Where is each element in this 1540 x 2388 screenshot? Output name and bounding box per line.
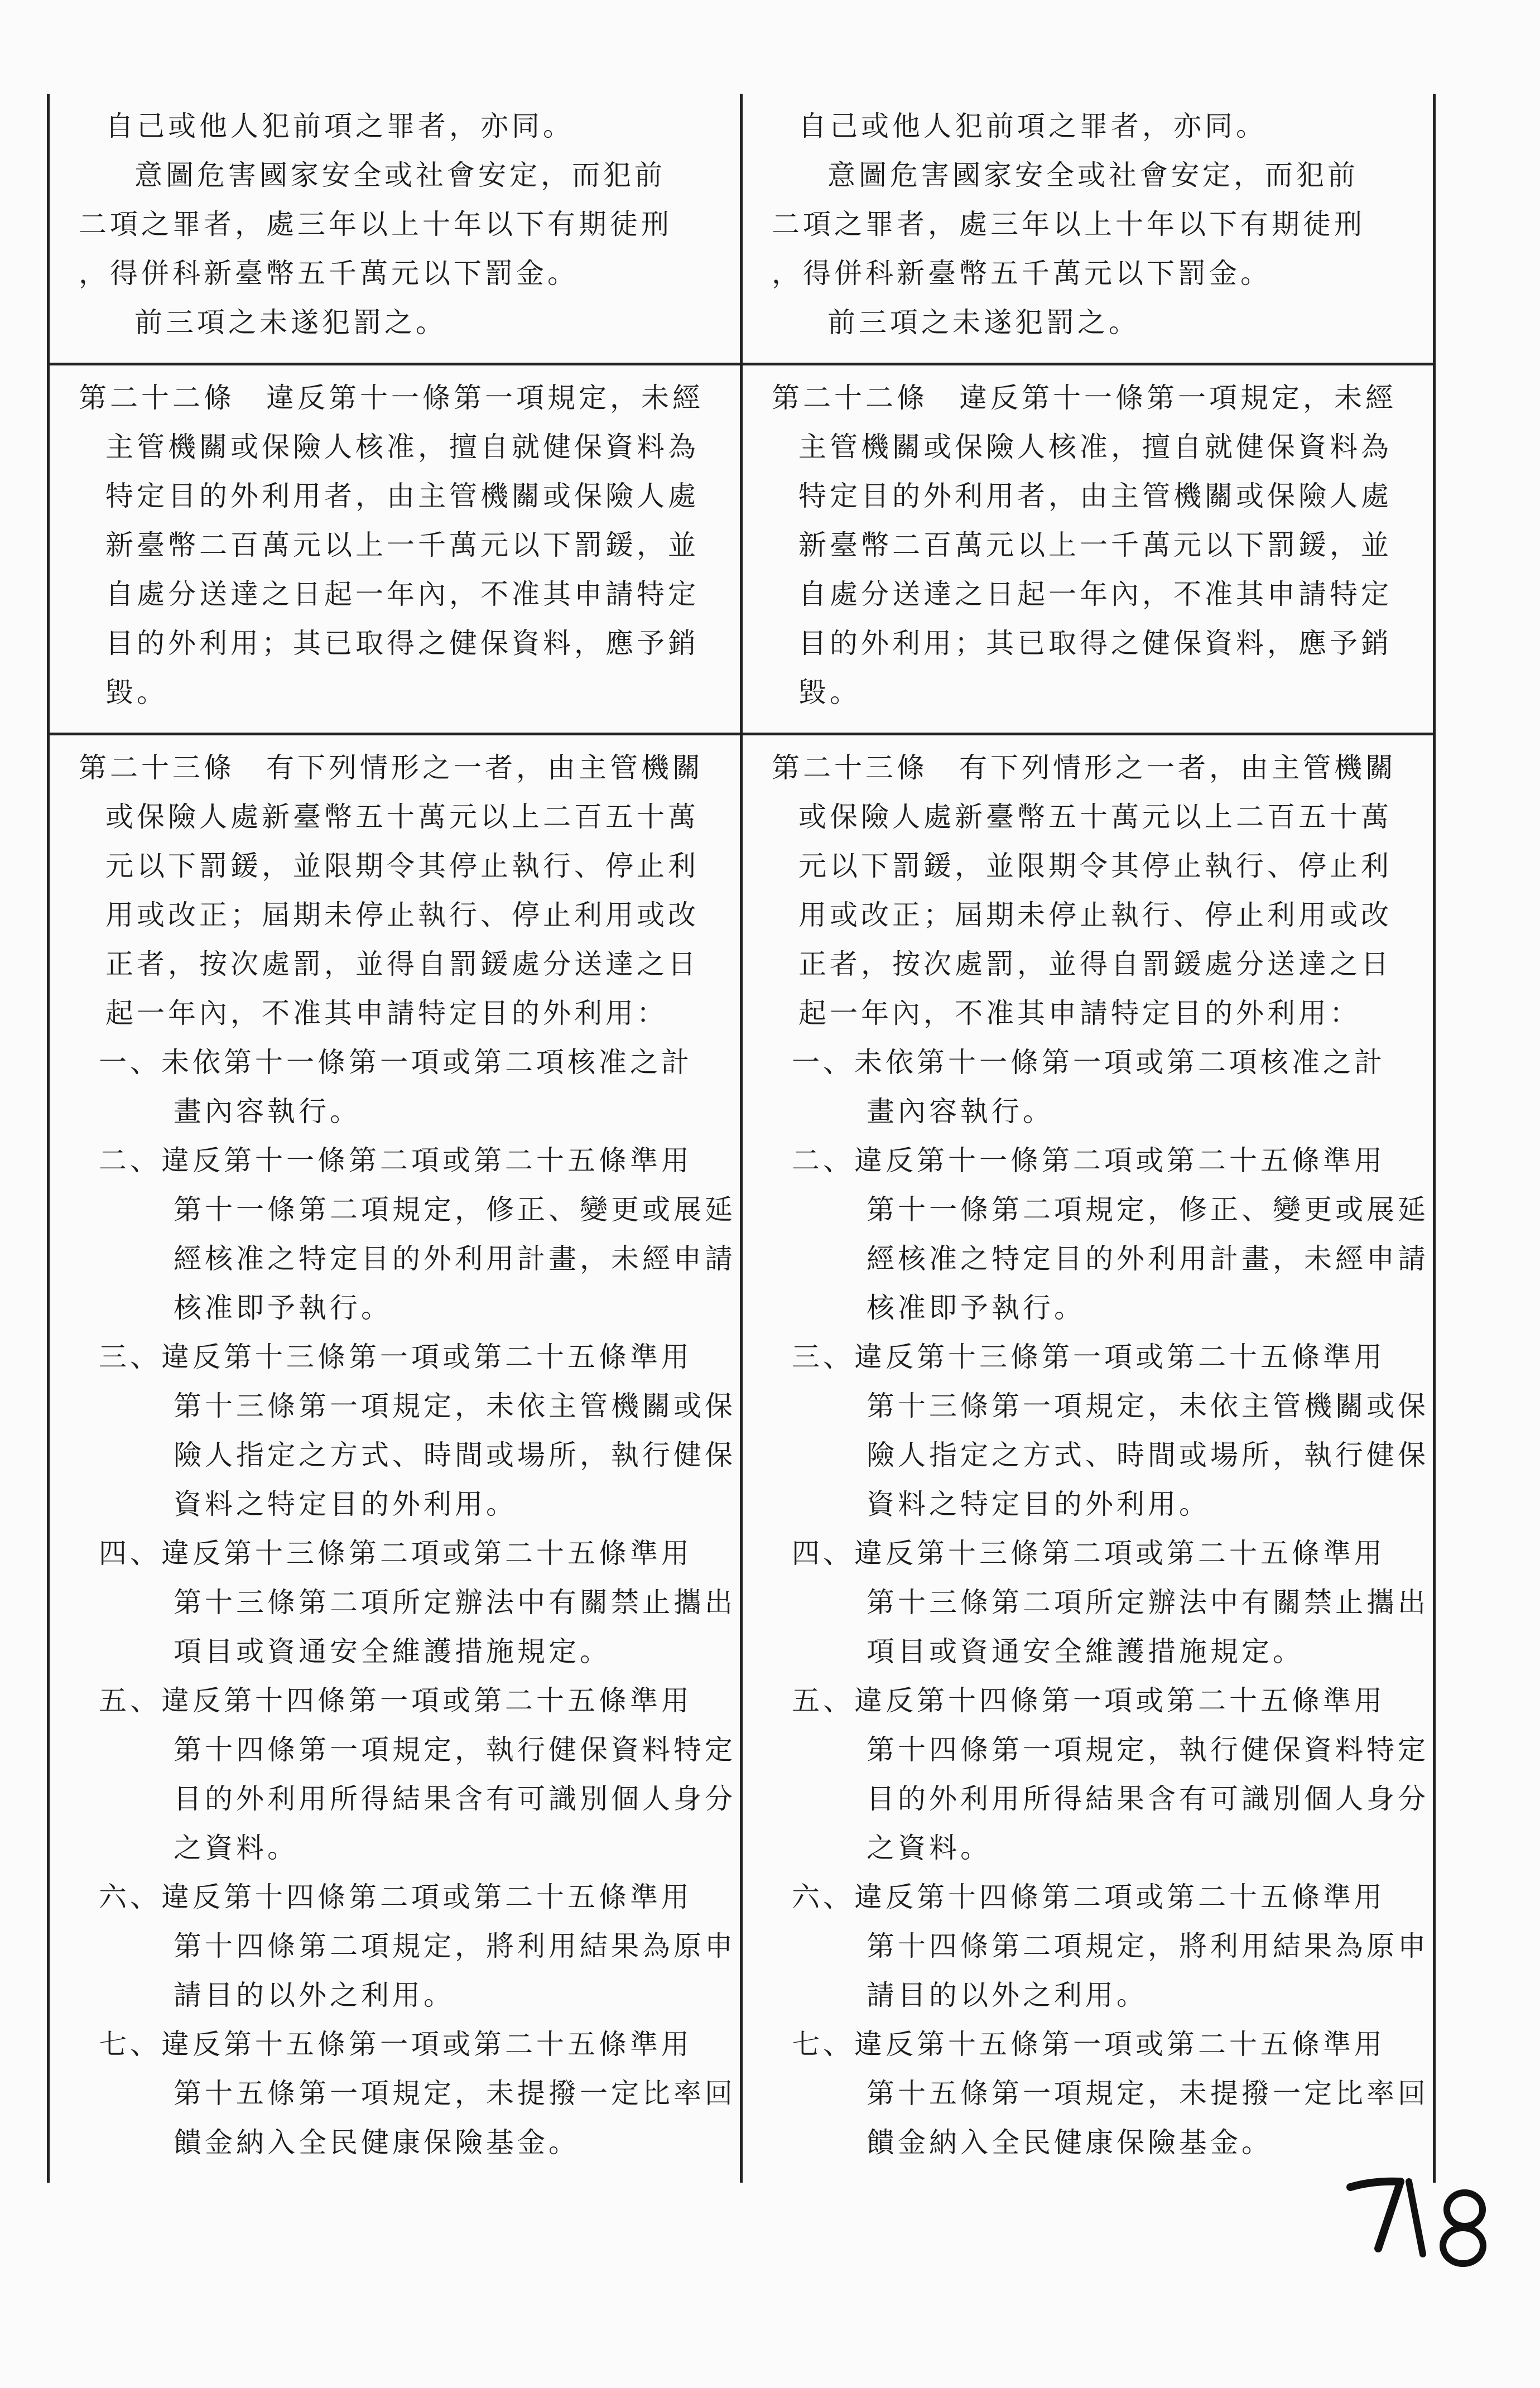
list-item-continuation: 核准即予執行。 [867,1292,1085,1324]
text-line: 起一年內，不准其申請特定目的外利用： [798,997,1361,1029]
list-item: 二、違反第十一條第二項或第二十五條準用 [792,1144,1385,1177]
list-item: 三、違反第十三條第一項或第二十五條準用 [792,1341,1385,1373]
table-row [49,734,1435,2183]
left-cell-continuation [49,94,742,364]
text-line: 毀。 [105,676,168,709]
text-line: 前三項之未遂犯罰之。 [134,306,447,339]
list-item: 四、違反第十三條第二項或第二十五條準用 [792,1537,1385,1569]
list-item-continuation: 第十五條第一項規定，未提撥一定比率回 [867,2077,1429,2110]
list-item: 一、未依第十一條第一項或第二項核准之計 [792,1046,1385,1079]
list-item-continuation: 第十四條第二項規定，將利用結果為原申 [867,1930,1429,1962]
text-line: 二項之罪者，處三年以上十年以下有期徒刑 [772,208,1365,240]
list-item-continuation: 險人指定之方式、時間或場所，執行健保 [867,1439,1429,1471]
text-line: 新臺幣二百萬元以上一千萬元以下罰鍰，並 [105,529,699,561]
list-item-continuation: 第十三條第一項規定，未依主管機關或保 [867,1390,1429,1422]
list-item-continuation: 第十三條第一項規定，未依主管機關或保 [174,1390,736,1422]
list-item-continuation: 第十三條第二項所定辦法中有關禁止攜出 [174,1586,736,1619]
list-item-continuation: 饋金納入全民健康保險基金。 [867,2126,1273,2159]
comparison-table [47,94,1436,2183]
text-line: 正者，按次處罰，並得自罰鍰處分送達之日 [105,948,699,980]
text-line: 特定目的外利用者，由主管機關或保險人處 [798,480,1392,512]
text-line: 主管機關或保險人核准，擅自就健保資料為 [105,431,699,463]
list-item-continuation: 險人指定之方式、時間或場所，執行健保 [174,1439,736,1471]
list-item-continuation: 經核准之特定目的外利用計畫，未經申請 [174,1243,736,1275]
article-heading-line: 第二十二條 違反第十一條第一項規定，未經 [79,382,704,414]
list-item-continuation: 項目或資通安全維護措施規定。 [174,1635,611,1668]
text-line: 自己或他人犯前項之罪者，亦同。 [798,110,1267,142]
list-item: 七、違反第十五條第一項或第二十五條準用 [99,2028,692,2060]
text-line: ，得併科新臺幣五千萬元以下罰金。 [772,257,1272,290]
list-item-continuation: 請目的以外之利用。 [174,1979,455,2011]
handwritten-page-number-drawing [1339,2165,1507,2276]
right-cell-continuation [742,94,1435,364]
list-item: 三、違反第十三條第一項或第二十五條準用 [99,1341,692,1373]
text-line: 起一年內，不准其申請特定目的外利用： [105,997,668,1029]
list-item: 六、違反第十四條第二項或第二十五條準用 [792,1881,1385,1913]
list-item-continuation: 畫內容執行。 [867,1095,1054,1128]
list-item-continuation: 經核准之特定目的外利用計畫，未經申請 [867,1243,1429,1275]
table-row [49,364,1435,734]
right-cell-article-23 [742,734,1435,2183]
list-item-continuation: 項目或資通安全維護措施規定。 [867,1635,1304,1668]
text-line: 或保險人處新臺幣五十萬元以上二百五十萬 [798,801,1392,833]
text-line: 自處分送達之日起一年內，不准其申請特定 [798,578,1392,610]
text-line: 毀。 [798,676,861,709]
text-line: 元以下罰鍰，並限期令其停止執行、停止利 [105,850,699,882]
table-row [49,94,1435,364]
left-cell-article-22 [49,364,742,734]
list-item-continuation: 饋金納入全民健康保險基金。 [174,2126,580,2159]
text-line: 二項之罪者，處三年以上十年以下有期徒刑 [79,208,672,240]
article-heading-line: 第二十二條 違反第十一條第一項規定，未經 [772,382,1397,414]
handwritten-page-number [1339,2165,1507,2276]
text-line: 用或改正；屆期未停止執行、停止利用或改 [798,899,1392,931]
text-line: ，得併科新臺幣五千萬元以下罰金。 [79,257,579,290]
list-item-continuation: 核准即予執行。 [174,1292,392,1324]
text-line: 自己或他人犯前項之罪者，亦同。 [105,110,574,142]
list-item-continuation: 第十三條第二項所定辦法中有關禁止攜出 [867,1586,1429,1619]
list-item: 五、違反第十四條第一項或第二十五條準用 [99,1684,692,1717]
text-line: 特定目的外利用者，由主管機關或保險人處 [105,480,699,512]
article-heading-line: 第二十三條 有下列情形之一者，由主管機關 [772,752,1397,784]
list-item: 七、違反第十五條第一項或第二十五條準用 [792,2028,1385,2060]
list-item-continuation: 之資料。 [174,1832,299,1864]
list-item-continuation: 目的外利用所得結果含有可識別個人身分 [867,1783,1429,1815]
text-line: 用或改正；屆期未停止執行、停止利用或改 [105,899,699,931]
list-item-continuation: 第十四條第一項規定，執行健保資料特定 [174,1734,736,1766]
text-line: 意圖危害國家安全或社會安定，而犯前 [827,159,1359,191]
text-line: 前三項之未遂犯罰之。 [827,306,1140,339]
left-cell-article-23 [49,734,742,2183]
text-line: 正者，按次處罰，並得自罰鍰處分送達之日 [798,948,1392,980]
list-item-continuation: 資料之特定目的外利用。 [174,1488,517,1520]
article-heading-line: 第二十三條 有下列情形之一者，由主管機關 [79,752,704,784]
list-item: 四、違反第十三條第二項或第二十五條準用 [99,1537,692,1569]
text-line: 意圖危害國家安全或社會安定，而犯前 [134,159,666,191]
list-item-continuation: 第十四條第二項規定，將利用結果為原申 [174,1930,736,1962]
list-item-continuation: 目的外利用所得結果含有可識別個人身分 [174,1783,736,1815]
text-line: 或保險人處新臺幣五十萬元以上二百五十萬 [105,801,699,833]
text-line: 目的外利用；其已取得之健保資料，應予銷 [105,627,699,659]
list-item-continuation: 第十四條第一項規定，執行健保資料特定 [867,1734,1429,1766]
list-item: 二、違反第十一條第二項或第二十五條準用 [99,1144,692,1177]
list-item-continuation: 第十一條第二項規定，修正、變更或展延 [174,1193,736,1226]
text-line: 自處分送達之日起一年內，不准其申請特定 [105,578,699,610]
text-line: 目的外利用；其已取得之健保資料，應予銷 [798,627,1392,659]
list-item-continuation: 請目的以外之利用。 [867,1979,1148,2011]
list-item-continuation: 資料之特定目的外利用。 [867,1488,1210,1520]
list-item: 六、違反第十四條第二項或第二十五條準用 [99,1881,692,1913]
list-item-continuation: 之資料。 [867,1832,992,1864]
list-item-continuation: 畫內容執行。 [174,1095,361,1128]
list-item-continuation: 第十一條第二項規定，修正、變更或展延 [867,1193,1429,1226]
list-item: 一、未依第十一條第一項或第二項核准之計 [99,1046,692,1079]
right-cell-article-22 [742,364,1435,734]
list-item-continuation: 第十五條第一項規定，未提撥一定比率回 [174,2077,736,2110]
text-line: 新臺幣二百萬元以上一千萬元以下罰鍰，並 [798,529,1392,561]
text-line: 主管機關或保險人核准，擅自就健保資料為 [798,431,1392,463]
text-line: 元以下罰鍰，並限期令其停止執行、停止利 [798,850,1392,882]
list-item: 五、違反第十四條第一項或第二十五條準用 [792,1684,1385,1717]
